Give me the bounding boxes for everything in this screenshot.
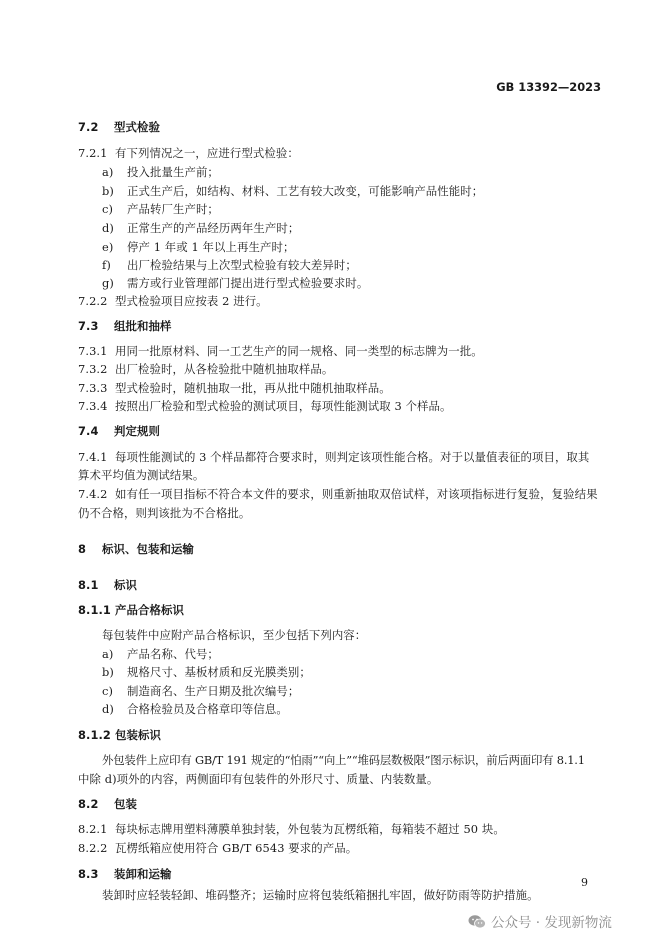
list-marker: b) [102, 665, 114, 679]
clause-text: 型式检验项目应按表 2 进行。 [115, 294, 268, 308]
clause-7-2-2 [78, 293, 268, 309]
list-text: 正式生产后，如结构、材料、工艺有较大改变，可能影响产品性能时； [127, 184, 484, 198]
clause-continuation [78, 505, 250, 521]
section-number: 8.1.2 [78, 728, 111, 742]
clause-number: 7.2.2 [78, 294, 108, 308]
section-heading-8-1 [78, 577, 137, 593]
clause-text: 每项性能测试的 3 个样品都符合要求时，则判定该项性能合格。对于以量值表征的项目，取其 [115, 450, 590, 464]
section-heading-7-2 [78, 119, 160, 135]
clause-7-2-1 [78, 145, 299, 161]
section-heading-7-3 [78, 318, 171, 334]
list-text: 产品转厂生产时； [127, 202, 219, 216]
list-item [102, 201, 219, 217]
section-number: 8.1 [78, 578, 99, 592]
list-marker: a) [102, 165, 114, 179]
clause-7-3-4 [78, 398, 452, 414]
list-text: 出厂检验结果与上次型式检验有较大差异时； [127, 258, 357, 272]
list-item [102, 257, 357, 273]
list-text: 停产 1 年或 1 年以上再生产时； [127, 240, 295, 254]
clause-text: 仍不合格，则判该批为不合格批。 [78, 506, 251, 520]
paragraph-text: 外包装件上应印有 GB/T 191 规定的“怕雨”“向上”“堆码层数极限”图示标识，前后两面印有 8.1.1 [102, 753, 585, 767]
section-heading-7-4 [78, 423, 160, 439]
section-title: 包装标识 [115, 728, 161, 742]
section-number: 8.2 [78, 797, 99, 811]
section-number: 8.3 [78, 867, 99, 881]
list-item [102, 683, 299, 699]
section-title: 产品合格标识 [115, 603, 184, 617]
list-item [102, 239, 294, 255]
chapter-number: 8 [78, 542, 87, 556]
section-number: 7.3 [78, 319, 99, 333]
page-number: 9 [581, 876, 588, 889]
list-marker: g) [102, 276, 114, 290]
watermark-text: 公众号 · 发现新物流 [491, 915, 612, 931]
clause-number: 7.4.1 [78, 450, 108, 464]
list-item [102, 164, 219, 180]
clause-8-2-1 [78, 821, 505, 837]
clause-8-2-2 [78, 840, 357, 856]
list-marker: f) [102, 258, 111, 272]
standard-code: GB 13392—2023 [496, 80, 601, 94]
paragraph-continuation [78, 771, 438, 787]
list-marker: c) [102, 684, 114, 698]
clause-text: 出厂检验时，从各检验批中随机抽取样品。 [115, 362, 334, 376]
list-item [102, 646, 219, 662]
clause-number: 7.3.2 [78, 362, 108, 376]
clause-text: 按照出厂检验和型式检验的测试项目，每项性能测试取 3 个样品。 [115, 399, 452, 413]
list-marker: b) [102, 184, 114, 198]
list-text: 正常生产的产品经历两年生产时； [127, 221, 300, 235]
clause-text: 有下列情况之一，应进行型式检验： [115, 146, 299, 160]
paragraph [102, 627, 366, 643]
wechat-icon [468, 914, 486, 930]
clause-7-3-1 [78, 343, 483, 359]
clause-text: 型式检验时，随机抽取一批，再从批中随机抽取样品。 [115, 381, 391, 395]
list-item [102, 220, 299, 236]
list-marker: c) [102, 202, 114, 216]
clause-number: 8.2.2 [78, 841, 108, 855]
list-item [102, 275, 368, 291]
list-item [102, 183, 483, 199]
clause-text: 每块标志牌用塑料薄膜单独封装，外包装为瓦楞纸箱，每箱装不超过 50 块。 [115, 822, 505, 836]
clause-number: 7.4.2 [78, 487, 108, 501]
subsection-heading-8-1-1 [78, 602, 184, 618]
section-title: 判定规则 [114, 424, 160, 438]
list-marker: a) [102, 647, 114, 661]
clause-number: 7.2.1 [78, 146, 108, 160]
section-title: 包装 [114, 797, 137, 811]
clause-7-4-2 [78, 486, 598, 502]
section-number: 7.2 [78, 120, 99, 134]
clause-text: 算术平均值为测试结果。 [78, 468, 205, 482]
list-text: 投入批量生产前； [127, 165, 219, 179]
section-heading-8-2 [78, 796, 137, 812]
clause-number: 7.3.1 [78, 344, 108, 358]
clause-7-3-2 [78, 361, 333, 377]
list-text: 合格检验员及合格章印等信息。 [127, 702, 288, 716]
clause-7-3-3 [78, 380, 391, 396]
chapter-heading-8 [78, 541, 194, 557]
paragraph [102, 752, 585, 768]
clause-number: 8.2.1 [78, 822, 108, 836]
list-marker: d) [102, 702, 114, 716]
section-heading-8-3 [78, 866, 171, 882]
section-title: 组批和抽样 [114, 319, 172, 333]
list-text: 需方或行业管理部门提出进行型式检验要求时。 [127, 276, 369, 290]
paragraph [102, 887, 539, 903]
section-title: 标识 [114, 578, 137, 592]
paragraph-text: 装卸时应轻装轻卸、堆码整齐；运输时应将包装纸箱捆扎牢固，做好防雨等防护措施。 [102, 888, 539, 902]
clause-number: 7.3.4 [78, 399, 108, 413]
clause-text: 如有任一项目指标不符合本文件的要求，则重新抽取双倍试样，对该项指标进行复验，复验结果 [115, 487, 598, 501]
list-item [102, 664, 311, 680]
clause-7-4-1 [78, 449, 589, 465]
list-item [102, 701, 288, 717]
watermark [468, 911, 612, 931]
paragraph-text: 每包装件中应附产品合格标识，至少包括下列内容： [102, 628, 367, 642]
clause-text: 用同一批原材料、同一工艺生产的同一规格、同一类型的标志牌为一批。 [115, 344, 483, 358]
list-text: 规格尺寸、基板材质和反光膜类别； [127, 665, 311, 679]
section-number: 8.1.1 [78, 603, 111, 617]
section-title: 型式检验 [114, 120, 160, 134]
list-text: 制造商名、生产日期及批次编号； [127, 684, 300, 698]
paragraph-text: 中除 d)项外的内容，两侧面印有包装件的外形尺寸、质量、内装数量。 [78, 772, 439, 786]
section-title: 装卸和运输 [114, 867, 172, 881]
section-number: 7.4 [78, 424, 99, 438]
subsection-heading-8-1-2 [78, 727, 161, 743]
list-marker: e) [102, 240, 114, 254]
clause-number: 7.3.3 [78, 381, 108, 395]
list-text: 产品名称、代号； [127, 647, 219, 661]
chapter-title: 标识、包装和运输 [102, 542, 194, 556]
list-marker: d) [102, 221, 114, 235]
clause-text: 瓦楞纸箱应使用符合 GB/T 6543 要求的产品。 [115, 841, 358, 855]
clause-continuation [78, 467, 204, 483]
